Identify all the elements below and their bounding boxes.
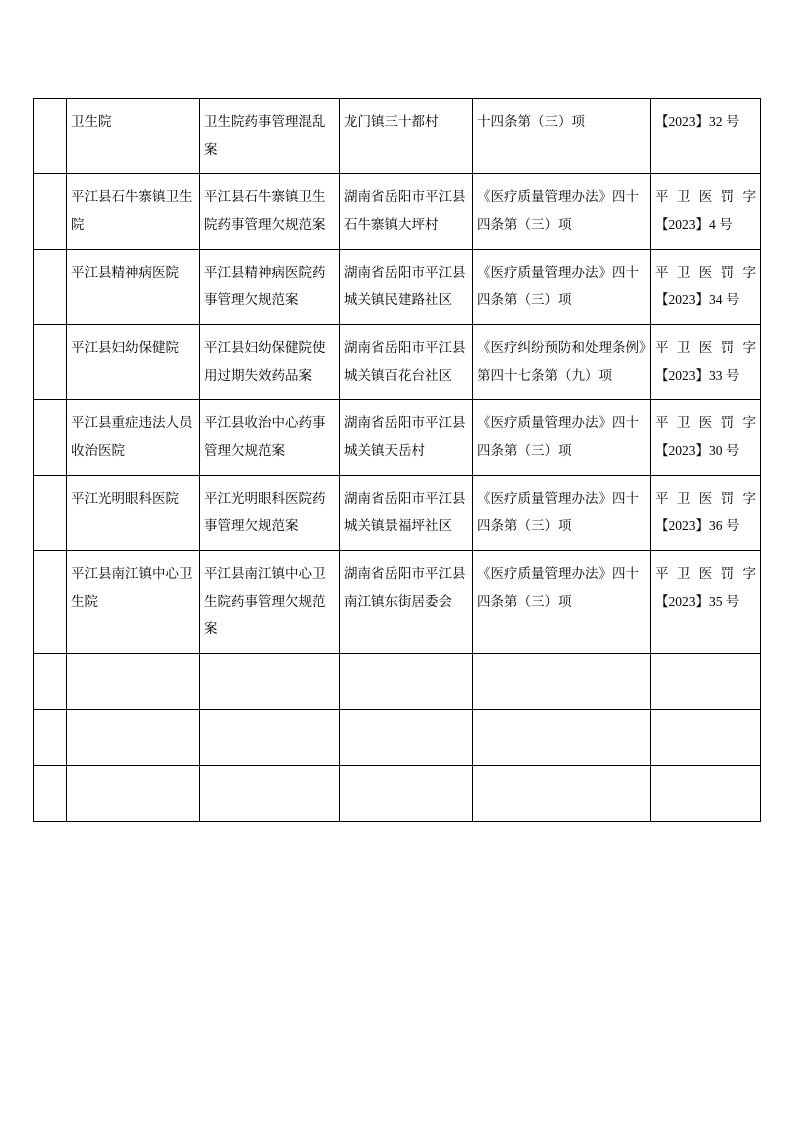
table-row <box>34 475 761 550</box>
cell-address: 湖南省岳阳市平江县城关镇百花台社区 <box>340 325 473 400</box>
cell-address: 湖南省岳阳市平江县城关镇景福坪社区 <box>340 475 473 550</box>
cell-legal-basis: 《医疗质量管理办法》四十四条第（三）项 <box>473 400 651 475</box>
doc-number-prefix: 平 卫 医 罚 字 <box>655 566 756 582</box>
cell-case-name <box>200 710 340 766</box>
cell-legal-basis: 《医疗质量管理办法》四十四条第（三）项 <box>473 475 651 550</box>
cell-address: 湖南省岳阳市平江县石牛寨镇大坪村 <box>340 174 473 249</box>
table-row <box>34 99 761 174</box>
cell-legal-basis: 《医疗纠纷预防和处理条例》第四十七条第（九）项 <box>473 325 651 400</box>
cell-case-name: 平江县收治中心药事管理欠规范案 <box>200 400 340 475</box>
cell-address <box>340 654 473 710</box>
cell-case-name: 平江光明眼科医院药事管理欠规范案 <box>200 475 340 550</box>
cell-doc-number <box>651 710 761 766</box>
cell-address: 湖南省岳阳市平江县城关镇民建路社区 <box>340 249 473 324</box>
cell-index <box>34 654 67 710</box>
cell-case-name: 平江县妇幼保健院使用过期失效药品案 <box>200 325 340 400</box>
cell-address <box>340 766 473 822</box>
doc-number-prefix: 平 卫 医 罚 字 <box>655 189 756 205</box>
cell-legal-basis: 《医疗质量管理办法》四十四条第（三）项 <box>473 551 651 654</box>
cell-index <box>34 475 67 550</box>
penalty-case-table <box>33 98 761 822</box>
cell-case-name: 平江县南江镇中心卫生院药事管理欠规范案 <box>200 551 340 654</box>
cell-doc-number <box>651 99 761 174</box>
table-row <box>34 551 761 654</box>
cell-legal-basis: 《医疗质量管理办法》四十四条第（三）项 <box>473 174 651 249</box>
cell-legal-basis <box>473 766 651 822</box>
penalty-case-table-wrapper <box>33 98 760 822</box>
doc-number-prefix: 平 卫 医 罚 字 <box>655 490 756 506</box>
cell-unit-name: 平江县精神病医院 <box>67 249 200 324</box>
cell-doc-number <box>651 325 761 400</box>
doc-number-line-2: 【2023】36 号 <box>655 518 740 534</box>
cell-unit-name <box>67 654 200 710</box>
cell-index <box>34 710 67 766</box>
cell-address <box>340 710 473 766</box>
doc-number-line-2: 【2023】33 号 <box>655 367 740 383</box>
cell-case-name: 平江县石牛寨镇卫生院药事管理欠规范案 <box>200 174 340 249</box>
cell-index <box>34 766 67 822</box>
cell-index <box>34 174 67 249</box>
cell-index <box>34 325 67 400</box>
table-row <box>34 249 761 324</box>
cell-index <box>34 249 67 324</box>
cell-index <box>34 99 67 174</box>
cell-unit-name: 卫生院 <box>67 99 200 174</box>
table-row <box>34 766 761 822</box>
cell-doc-number <box>651 551 761 654</box>
cell-address: 湖南省岳阳市平江县城关镇天岳村 <box>340 400 473 475</box>
cell-unit-name: 平江县石牛寨镇卫生院 <box>67 174 200 249</box>
doc-number-line-1: 【2023】32 号 <box>655 114 740 129</box>
cell-index <box>34 551 67 654</box>
cell-unit-name: 平江县重症违法人员收治医院 <box>67 400 200 475</box>
cell-doc-number <box>651 766 761 822</box>
cell-legal-basis <box>473 654 651 710</box>
doc-number-line-2: 【2023】4 号 <box>655 217 733 233</box>
cell-index <box>34 400 67 475</box>
doc-number-line-2: 【2023】30 号 <box>655 443 740 459</box>
cell-doc-number <box>651 249 761 324</box>
cell-case-name <box>200 766 340 822</box>
cell-case-name: 卫生院药事管理混乱案 <box>200 99 340 174</box>
table-row <box>34 325 761 400</box>
cell-unit-name <box>67 710 200 766</box>
cell-case-name: 平江县精神病医院药事管理欠规范案 <box>200 249 340 324</box>
table-body <box>34 99 761 822</box>
cell-legal-basis: 《医疗质量管理办法》四十四条第（三）项 <box>473 249 651 324</box>
cell-doc-number <box>651 400 761 475</box>
doc-number-line-2: 【2023】35 号 <box>655 593 740 609</box>
doc-number-prefix: 平 卫 医 罚 字 <box>655 340 756 356</box>
doc-number-prefix: 平 卫 医 罚 字 <box>655 264 756 280</box>
cell-address: 龙门镇三十都村 <box>340 99 473 174</box>
cell-unit-name: 平江光明眼科医院 <box>67 475 200 550</box>
table-row <box>34 710 761 766</box>
cell-doc-number <box>651 654 761 710</box>
cell-legal-basis: 十四条第（三）项 <box>473 99 651 174</box>
cell-doc-number <box>651 475 761 550</box>
doc-number-line-2: 【2023】34 号 <box>655 292 740 308</box>
table-row <box>34 400 761 475</box>
table-row <box>34 654 761 710</box>
cell-legal-basis <box>473 710 651 766</box>
cell-case-name <box>200 654 340 710</box>
table-row <box>34 174 761 249</box>
cell-unit-name: 平江县南江镇中心卫生院 <box>67 551 200 654</box>
cell-address: 湖南省岳阳市平江县南江镇东街居委会 <box>340 551 473 654</box>
doc-number-prefix: 平 卫 医 罚 字 <box>655 415 756 431</box>
cell-unit-name <box>67 766 200 822</box>
cell-doc-number <box>651 174 761 249</box>
cell-unit-name: 平江县妇幼保健院 <box>67 325 200 400</box>
